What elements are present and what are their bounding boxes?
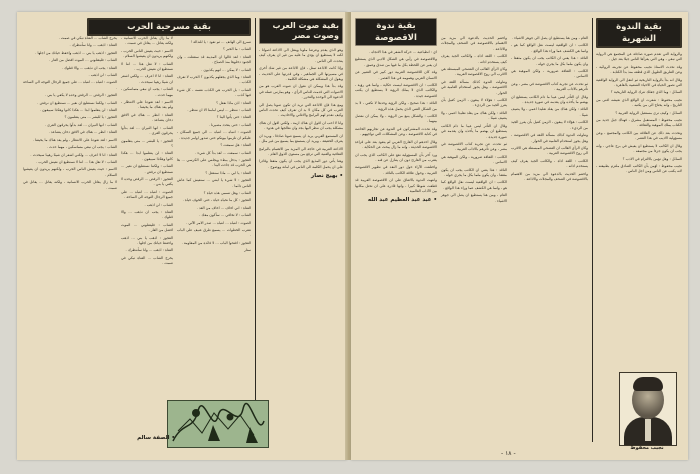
paragraph: الصوت : انتباه ... انتباه ... الى جميع السكان ، عليكم ان تلزموا بيوتكم حتى صدور اوامر جديدة . xyxy=(177,130,251,140)
paragraph: الكاتب : والشكل ينبع من الرؤية ، ولا يمكن ان نفصل بينهما . xyxy=(355,114,437,124)
paragraph: وقال احدهم ان القارئ العربي لم يتعود بعد على قراءة الاقصوصة الحديثة ، وانه ما زال يبحث عن الحكاية . xyxy=(355,139,437,150)
paragraph: الكاتب : اللغة اداة ، والكاتب الجيد يعرف كيف يستخدم اداته . xyxy=(511,158,588,169)
column-nadwa-3 xyxy=(441,36,507,446)
paragraph: الاسم : حيث يعيش الناس الحرب ، ولكنهم يريدون ان يعيشوا السلام . xyxy=(23,167,117,177)
paragraph: الصوت : انتباه ... انتباه ... صدر الامر الآتي . xyxy=(186,220,251,225)
paragraph: تقترب الخطوات ... يسمع طرق عنيف على الباب . xyxy=(177,227,251,238)
paragraph: وكان الرأي الغالب ان الفصحى المبسطة هي الاقرب الى روح الاقصوصة العربية . xyxy=(441,67,507,77)
paragraph: نجيب محفوظ : المستقبل مشرق ، فهناك جيل جديد من الكتاب يملك الموهبة والثقافة . xyxy=(596,118,682,128)
paragraph: ثم تحدث عن تجربة كتاب الاقصوصة في مصر ، وعن تأثرهم بالاداب الغربية . xyxy=(511,81,588,92)
heading-title: صوت العرب وصوت مصر xyxy=(272,21,339,40)
paragraph: الناقد : هذا يعني ان الكاتب يجب ان يكون مثقفا ، وان يكون ملما بكل ما يجري حوله . xyxy=(511,56,588,66)
paragraph: الشاب : لا تقل هذا ... اننا لا نستطيع ان نعيش الحرب . xyxy=(36,159,117,164)
paragraph: الشاب : ما الخبر ؟ xyxy=(223,47,251,52)
paragraph: اي : انطباعية ... حركة الشعر في هذا الاتجاه . xyxy=(369,50,437,54)
paragraph: الفتاة : انا لا اعرف ... ولكني اشعر ان شيئا رهيبا سيحدث . xyxy=(30,152,117,157)
paragraph: وكان الرأي الغالب ان الفصحى المبسطة هي الاقرب الى روح الاقصوصة العربية . xyxy=(511,145,588,156)
paragraph: العام ، ومن هنا يستطيع ان يصل الى جوهر الاشياء . xyxy=(511,36,588,40)
article-body xyxy=(441,36,507,204)
paragraph: العجوز : لا شيء يا ابنتي ... سنعيش كما عاش الناس دائما . xyxy=(177,178,251,188)
paragraph: الشاب : سمعت ... لقد بدأ كل شيء . xyxy=(195,150,251,155)
paragraph: وقد بدأ هذا ويمكن ان نقول ان صوت العرب هو من الاصوات التي قدمت للناس الرأي ، وهو يمارس عمله في الدعوة الى الوحدة والتحرر . xyxy=(259,84,343,100)
paragraph: الشاب : انها النيران ... لقد بدأوا يحرقون القرى . xyxy=(121,125,173,136)
column-nadwa-aqsousa xyxy=(355,16,437,446)
sketch-illustration xyxy=(167,400,269,448)
byline-sawt: • بهيج نصار xyxy=(311,173,343,180)
paragraph: وتناولت الندوة كذلك مسألة اللغة في الاقصوصة ، وهل يجوز استخدام العامية في الحوار . xyxy=(511,133,588,143)
heading-nadwa-aqsousa: بقية ندوة الاقصوصة xyxy=(355,18,437,46)
paragraph: وإذا كانت الاذاعة تمثل ، فإن الاذاعة من غير شك أخرى في مسيرتها الى الجماهير ، وفي قدرتها على الحديث ، ويقول ان المشكلة هي مشكلة الكلمة . xyxy=(259,66,343,82)
paragraph: وتحدث بعد ذلك عن العلاقة بين الكاتب والمجتمع ، وعن مسؤولية الاديب في هذا العصر . xyxy=(596,130,682,141)
paragraph: الصوت : انتباه ... انتباه ... على جميع الرجال التوجه الى الساحة . xyxy=(23,80,117,90)
paragraph: الشاب : يجب ان نبقى متماسكين ، مهما حدث . xyxy=(46,145,117,150)
paragraph: الفتاة : يا ابي ... ماذا سنفعل ؟ xyxy=(205,170,251,175)
paragraph: يخرج الشاب ... الفتاة تبكي في صمت . xyxy=(121,255,173,266)
paragraph: العام ، ومن هنا يستطيع ان يصل الى جوهر الاشياء . xyxy=(441,193,507,203)
paragraph: السائل : وما الذي جعلك تترك الرواية التاريخية ؟ xyxy=(610,90,682,95)
paragraph: الكاتب : هؤلاء لا يبقون ، الزمن كفيل بأن يفرز الجيد من الرديء . xyxy=(441,98,507,108)
paragraph: الكاتب : هؤلاء لا يبقون ، الزمن كفيل بأن يفرز الجيد من الرديء . xyxy=(511,120,588,130)
paragraph: والاقصوصة في رأيي هي الشكل الادبي الذي يستطيع ان يعبر عن اللحظة بكل ما فيها من صدق وعمق . xyxy=(355,57,437,67)
paragraph: الاسم : لقد تعودنا على الانتظار ، ولم يعد هناك ما يخيفنا . xyxy=(32,137,117,142)
column-nadwa-2 xyxy=(511,36,588,446)
paragraph: الفتاة : يجب ان تذهب ... والا قتلوك . xyxy=(61,65,117,70)
paragraph: الاذاعة العربية في حاجة الى المزيد من الاهتمام بالبرامج الثقافية والفنية التي ترفع من مستوى الذوق العام . xyxy=(259,146,343,156)
paragraph: الشاب : لا تخافي ... سأكون معك . xyxy=(199,213,251,218)
paragraph: الشاب : وهل تسمى هذه حياة ؟ xyxy=(203,190,251,195)
paragraph: الشاب : لا تقل هذا ... اننا لا نستطيع ان نعيش الحرب . xyxy=(121,61,173,72)
paragraph: واختتم الحديث بالدعوة الى مزيد من الاهتمام بالاقصوصة في الصحف والمجلات والاذاعة . xyxy=(511,171,588,181)
paragraph: وقال انه بدأ بالرواية التاريخية ثم انتقل الى الرواية الواقعية التي تصور الحياة في الاحياء الشعبية بالقاهرة . xyxy=(596,77,682,88)
article-body xyxy=(355,50,437,194)
paragraph: العجوز : الرفض ... الرفض وحده لا يكفي يا بني . xyxy=(121,176,173,187)
paragraph: وتناولت الندوة كذلك مسألة اللغة في الاقصوصة ، وهل يجوز استخدام العامية في الحوار . xyxy=(441,79,507,95)
paragraph: الفتاة : اني اخاف ... اخاف من الغد . xyxy=(196,205,251,210)
paragraph: وانتهت الندوة بالاتفاق على ان الاقصوصة العربية قد قطعت شوطا كبيرا ، وانها قادرة على ان تحتل مكانها بين الآداب العالمية . xyxy=(355,178,437,193)
paragraph: الناقد : هذا صحيح ، ولكن الرؤية وحدها لا تكفي ، لا بد من الشكل الفني الذي يحمل هذه الرؤية . xyxy=(355,101,437,111)
heading-masrahiya: بقية مسرحية الحرب xyxy=(87,18,251,36)
paragraph: الكاتب : الثقافة ضرورية ، ولكن الموهبة هي الاساس . xyxy=(441,154,507,165)
portrait-tie xyxy=(645,419,651,441)
paragraph: الفتاة : لن يتعلموا ابدا ... هكذا كانوا وهكذا سيبقون . xyxy=(39,108,117,113)
paragraph: الفتاة : انظر ... هناك في الافق دخان يتصاعد . xyxy=(121,112,173,123)
paragraph: الكاتب : الثقافة ضرورية ، ولكن الموهبة هي الاساس . xyxy=(511,69,588,79)
paragraph: نجيب محفوظ : شعرت ان الواقع الذي نعيشه اغنى من التاريخ ، وانه يحتاج الى من يكتبه . xyxy=(596,97,682,108)
paragraph: ثم تحدث عن تجربة كتاب الاقصوصة في مصر ، وعن تأثرهم بالاداب الغربية . xyxy=(441,141,507,152)
paragraph: تسرع الى الهاتف ... ثم تعود : يا للنذالة ! xyxy=(190,40,251,44)
paragraph: الشاب : فليقتلوني ... الموت افضل من العار . xyxy=(121,222,173,233)
paragraph: وهنا يأتي دور المذيع الذي يجب ان يكون مثقفا وقادرا على ان يحمل الكلمة الى الناس في امانة ووضوح . xyxy=(259,159,343,169)
paragraph: الفتاة : اذهب ... وانا سأنتظرك . xyxy=(69,43,117,48)
paragraph: الكاتب : ان الواقعية ليست نقل الواقع كما هو ، وانما هي الكشف عما وراء هذا الواقع . xyxy=(511,43,588,53)
paragraph: الناقد : ولكن هناك من يقلد تقليدا اعمى ، ولا يضيف شيئا . xyxy=(441,110,507,121)
paragraph: واختتم الحديث بالدعوة الى مزيد من الاهتمام بالاقصوصة في الصحف والمجلات والاذاعة . xyxy=(441,36,507,51)
portrait-hair xyxy=(633,377,663,391)
column-masrahiya-2 xyxy=(121,36,173,446)
paragraph: الشاب : انها النيران ... لقد بدأوا يحرقون القرى . xyxy=(44,122,117,127)
left-page xyxy=(17,12,347,460)
paragraph: الفتاة : اذن ماذا نفعل ؟ xyxy=(216,100,251,105)
paragraph: وقد تحدث المشتركون في الندوة عن تجاربهم الخاصة في كتابة الاقصوصة ، وعن المشكلات التي تواجههم . xyxy=(355,126,437,137)
column-divider xyxy=(592,18,593,442)
paragraph: السائل : وهل تؤمن بالالتزام في الادب ؟ xyxy=(622,156,682,161)
right-page xyxy=(351,12,688,460)
paragraph: الشاب : ننتظر ... ليس امامنا الا ان ننتظر . xyxy=(187,108,251,113)
heading-prefix: بقية xyxy=(322,21,339,30)
paragraph: الفتاة : وما الذي يجعلهم يكذبون ؟ الحرب لا تعرف الكذب . xyxy=(177,75,251,85)
article-body xyxy=(23,36,117,191)
paragraph: ومع هذا فإن الاذاعة التي تريد ان تكون صوتا يصل الى العرب في كل مكان لا بد ان تعرف كيف تحدث الناس وكيف تقدم لهم البرامج والاغاني والاحاديث . xyxy=(259,102,343,118)
paragraph: الاسم : حيث يعيش الناس الحرب ، ولكنهم يريدون ان يعيشوا السلام . xyxy=(121,48,173,59)
paragraph: ان المستمع العربي يريد ان يسمع صوتا صادقا ، ويريد ان يعرف الحقيقة ، ويريد ان يستمتع بما يسمع من غير ملل . xyxy=(259,133,343,144)
paragraph: وهو الذي يقدم وعرضا ملونا وينقل الى الاذاعة اصواتا ، لكنه لا يستطيع ان يؤدي ما عليه من غير ان يعرف كيف يتحدث الى الناس . xyxy=(259,48,343,63)
page-number: - ١٨ - xyxy=(501,450,516,457)
paragraph: لا ما زال يقاتل الحرب الانسانية ، ولكنه يقاتل ... يقاتل في صمت . xyxy=(23,180,117,190)
paragraph: العجوز : يا للبشر ... متى يتعلمون ؟ xyxy=(121,138,173,148)
article-body xyxy=(511,36,588,182)
paragraph: الفتاة : يجب ان تذهب ... والا قتلوك . xyxy=(121,209,173,220)
paragraph: الناقد : هذا يعني ان الكاتب يجب ان يكون مثقفا ، وان يكون ملما بكل ما يجري حوله . xyxy=(441,167,507,177)
paragraph: العجوز : اذهب يا بني ... اذهب واحفظ حياتك من اجلها . xyxy=(35,50,117,55)
column-masrahiya-3 xyxy=(23,36,117,446)
column-divider xyxy=(255,18,256,442)
paragraph: الفتاة : لن يتعلموا ابدا ... هكذا كانوا وهكذا سيبقون . xyxy=(121,151,173,161)
paragraph: واختلفت الآراء حول دور النقد في تطوير الاقصوصة العربية ، وحول علاقة الكاتب بالناقد . xyxy=(355,165,437,175)
paragraph: الفتاة : انظر ... هناك في الافق دخان يتصاعد . xyxy=(48,130,117,135)
paragraph: الشاب : لن اذهب . xyxy=(144,202,173,207)
paragraph: ورد آخر بأن المسؤولية تقع على الكاتب الذي يجب ان يقترب من القارئ دون ان يتنازل عن فنه . xyxy=(355,152,437,162)
paragraph: الشاب : ولكننا نستطيع ان نغير ... نستطيع ان نرفض . xyxy=(121,164,173,174)
paragraph: وقال ان التأثر ليس عيبا ما دام الكاتب يستطيع ان يهضم ما يأخذه وان يقدمه في صورة جديدة . xyxy=(511,94,588,105)
paragraph: الفتاة : هل سمعت ؟ xyxy=(220,143,251,148)
paragraph: الشاب : لن اذهب . xyxy=(88,73,117,78)
photo-caption: نجيب محفوظ xyxy=(630,445,664,451)
article-body xyxy=(259,48,343,170)
article-body xyxy=(121,36,173,267)
paragraph: الفتاة : حتى يأتوا الينا ؟ xyxy=(216,115,251,120)
paragraph: والرواية التي تقدم صورة صادقة عن المجتمع هي الرواية التي تبقى ، وهي التي يقرأها الناس جيلا بعد جيل . xyxy=(596,52,682,62)
paragraph: الفتاة : اذهب ... وانا سأنتظرك . xyxy=(125,248,173,253)
paragraph: الشاب : فليقتلوني ... الموت افضل من العار . xyxy=(49,58,117,63)
paragraph: الشاب : يجب ان نبقى متماسكين ، مهما حدث . xyxy=(121,87,173,97)
paragraph: العجوز : يا للبشر ... متى يتعلمون ؟ xyxy=(64,115,117,120)
paragraph: وقال ان التأثر ليس عيبا ما دام الكاتب يستطيع ان يهضم ما يأخذه وان يقدمه في صورة جديدة . xyxy=(441,123,507,139)
paragraph: الشاب : بل الحرب هي الكذب نفسه ، كل شيء فيها كذب . xyxy=(177,87,251,98)
paragraph: الناقد : ولكن هناك من يقلد تقليدا اعمى ، ولا يضيف شيئا . xyxy=(511,107,588,117)
paragraph: الشاب : حتى يتحدد مصيرنا . xyxy=(208,122,251,127)
paragraph: الكاتب : اللغة اداة ، والكاتب الجيد يعرف كيف يستخدم اداته . xyxy=(441,54,507,64)
paragraph: العجوز : الرفض ... الرفض وحده لا يكفي يا بني . xyxy=(44,93,117,98)
paragraph: وانا لا احب ان اقول ان هناك ازمة ، ولكني اقول ان هناك مشكلة يجب ان ننظر اليها بجد وان نعالجها في هدوء . xyxy=(259,120,343,131)
paragraph: الفتاة : انا لا اعرف ... ولكني اشعر ان شيئا رهيبا سيحدث . xyxy=(121,74,173,84)
heading-sawt-al-arab xyxy=(259,18,343,44)
paragraph: ستار xyxy=(244,248,251,253)
paragraph: الكاتب : ان الواقعية ليست نقل الواقع كما هو ، وانما هي الكشف عما وراء هذا الواقع . xyxy=(441,180,507,190)
paragraph: الاسم : لقد تعودنا على الانتظار ، ولم يعد هناك ما يخيفنا . xyxy=(121,100,173,110)
paragraph: لا ما زال يقاتل الحرب الانسانية ، ولكنه يقاتل ... يقاتل في صمت . xyxy=(121,36,173,46)
paragraph: يخرج الشاب ... الفتاة تبكي في صمت . xyxy=(58,36,117,40)
paragraph: العجوز : اذهب يا بني ... اذهب واحفظ حياتك من اجلها . xyxy=(121,235,173,245)
article-body xyxy=(596,52,682,175)
paragraph: وقد كان للاقصوصة العربية دور كبير في التعبير عن الانسان العربي وهمومه في هذا العصر . xyxy=(355,70,437,80)
paragraph: نجيب محفوظ : اؤمن بأن الكاتب الصادق ملتزم بطبيعته ، لانه يكتب عن الناس ومن اجل الناس . xyxy=(596,163,682,174)
author-portrait-photo xyxy=(619,372,677,446)
paragraph: الصوت : انتباه ... انتباه ... على جميع الرجال التوجه الى الساحة . xyxy=(121,189,173,200)
paragraph: الكاتب : ان الاقصوصة ليست حكاية ، وانما هي رؤية ، والكاتب الذي لا يملك الرؤية لا يستطيع ان يكتب اقصوصة جيدة . xyxy=(355,83,437,98)
byline-masrahiya: • الصفة سالم xyxy=(137,435,175,441)
paragraph: العجوز : يدخل ببطء ويجلس على الكرسي ... ها هي الحرب قد جاءت الينا . xyxy=(177,157,251,168)
paragraph: الشاب : لا يمكن ... انهم يكذبون . xyxy=(201,67,251,72)
heading-nadwa-shahriya: بقية الندوة الشهرية xyxy=(596,18,682,48)
paragraph: وقال ان الكاتب لا يستطيع ان يعيش في برج عاجي ، وانه يجب ان يكون جزءا من مجتمعه . xyxy=(596,143,682,154)
column-sawt-al-arab xyxy=(259,16,343,446)
paragraph: الفتاة : لقد قالوا ان المدينة قد سقطت ، وان الجنود دخلوها منذ الصباح . xyxy=(177,54,251,65)
article-body xyxy=(177,40,251,254)
paragraph: وقد تحدث الاستاذ نجيب محفوظ عن تجربته الروائية ، وعن الطريق الطويل الذي قطعه منذ بدأ الكتابة . xyxy=(596,64,682,75)
paragraph: العجوز : كل ما نحياه حياة ، حتى الخوف حياة . xyxy=(182,198,251,203)
paragraph: السائل : وكيف ترى مستقبل الرواية العربية ؟ xyxy=(615,110,682,115)
paragraph: العجوز : افتحوا الباب ... لا فائدة من المقاومة . xyxy=(181,240,251,245)
paragraph: الشاب : ولكننا نستطيع ان نغير ... نستطيع ان نرفض . xyxy=(37,100,117,105)
byline-nadwa: • عبد عبد العظيم عبد الله xyxy=(367,197,437,204)
